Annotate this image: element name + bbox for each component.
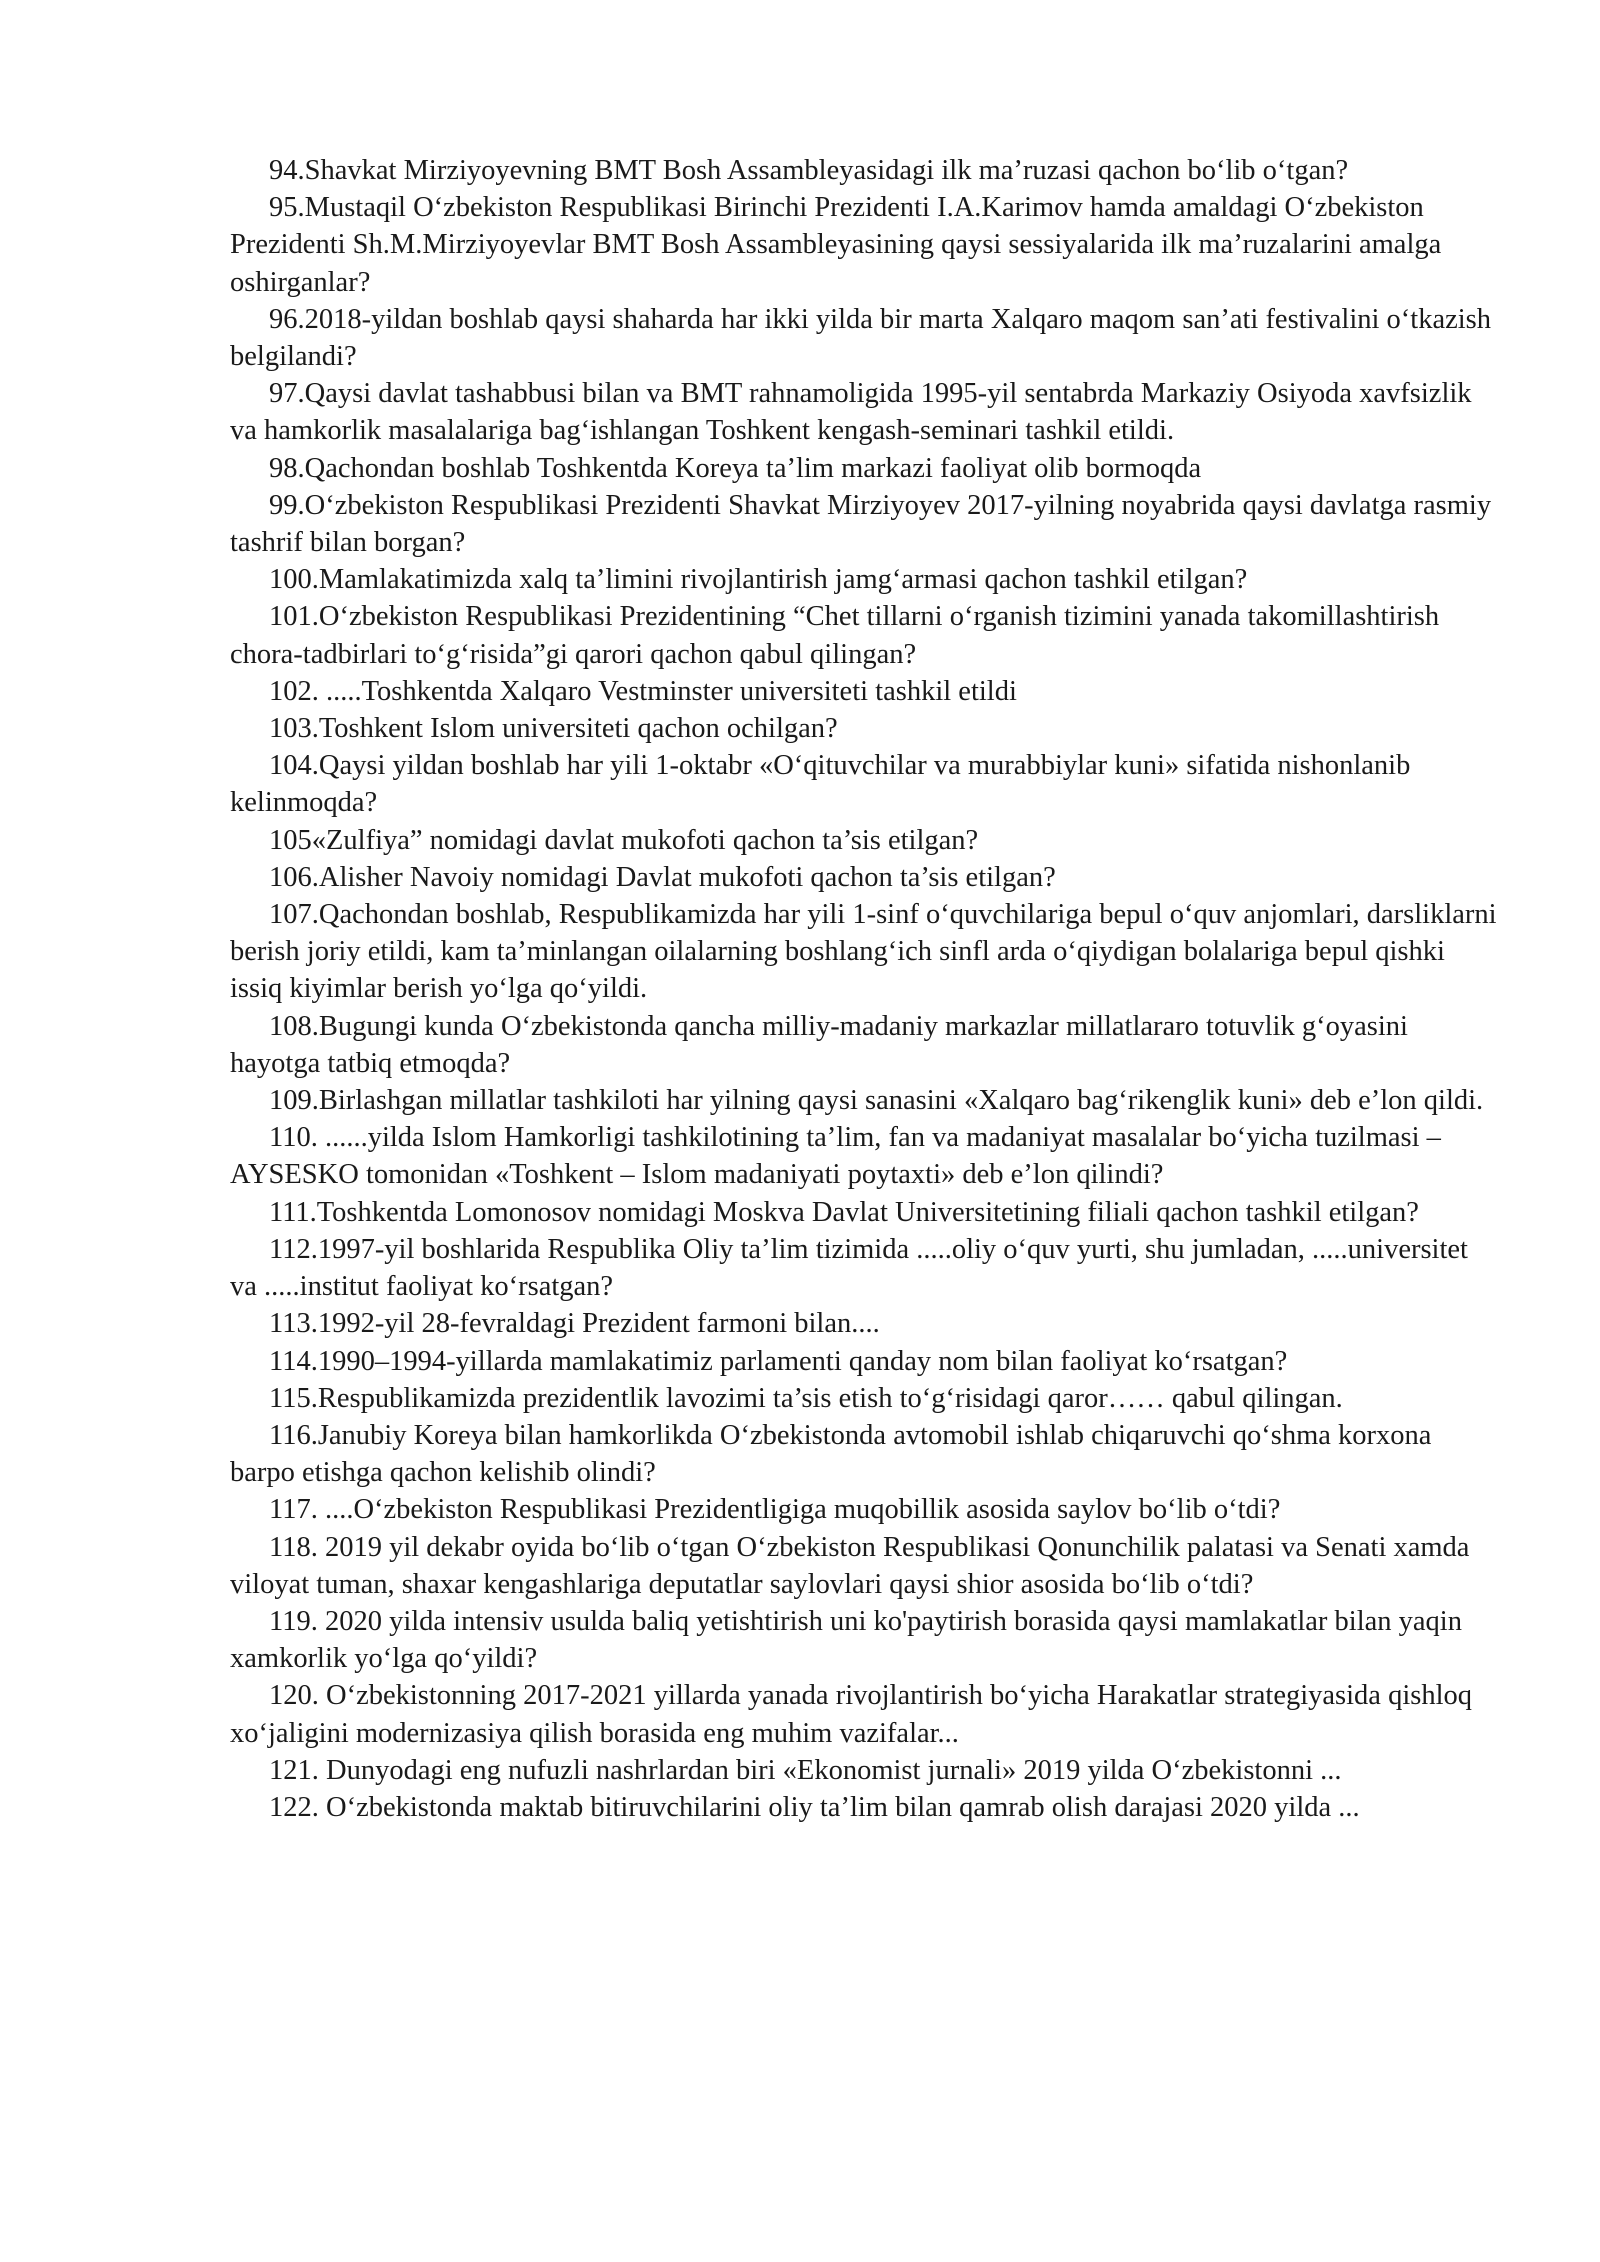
question-98: 98.Qachondan boshlab Toshkentda Koreya ta’lim markazi faoliyat olib bormoqda (269, 452, 1202, 484)
question-list (230, 152, 1500, 1826)
question-106: 106.Alisher Navoiy nomidagi Davlat mukofoti qachon ta’sis etilgan? (269, 861, 1056, 893)
question-117: 117. ....O‘zbekiston Respublikasi Prezidentligiga muqobillik asosida saylov bo‘lib o‘tdi? (269, 1494, 1281, 1526)
question-102: 102. .....Toshkentda Xalqaro Vestminster universiteti tashkil etildi (269, 675, 1017, 707)
question-97: 97.Qaysi davlat tashabbusi bilan va BMT rahnamoligida 1995-yil sentabrda Markaziy Osiyoda xavfsizlik va hamkorlik masalalariga bag‘ishlangan Toshkent kengash-seminari tashkil etildi. (230, 378, 1472, 447)
question-109: 109.Birlashgan millatlar tashkiloti har yilning qaysi sanasini «Xalqaro bag‘rikenglik kuni» deb e’lon qildi. (269, 1085, 1484, 1117)
question-115: 115.Respublikamizda prezidentlik lavozimi ta’sis etish to‘g‘risidagi qaror…… qabul qilingan. (269, 1382, 1343, 1414)
question-100: 100.Mamlakatimizda xalq ta’limini rivojlantirish jamg‘armasi qachon tashkil etilgan? (269, 564, 1248, 596)
question-94: 94.Shavkat Mirziyoyevning BMT Bosh Assambleyasidagi ilk ma’ruzasi qachon bo‘lib o‘tgan? (269, 155, 1349, 186)
question-107: 107.Qachondan boshlab, Respublikamizda har yili 1-sinf o‘quvchilariga bepul o‘quv anjomlari, darsliklarni berish joriy etildi, kam ta’minlangan oilalarning boshlang‘ich sinfl arda o‘qiydigan bolalariga bepul qishki issiq kiyimlar berish yo‘lga qo‘yildi. (230, 899, 1497, 1005)
question-103: 103.Toshkent Islom universiteti qachon ochilgan? (269, 713, 838, 745)
question-105: 105«Zulfiya” nomidagi davlat mukofoti qachon ta’sis etilgan? (269, 824, 979, 856)
question-121: 121. Dunyodagi eng nufuzli nashrlardan biri «Ekonomist jurnali» 2019 yilda O‘zbekistonni ... (269, 1754, 1342, 1786)
question-112: 112.1997-yil boshlarida Respublika Oliy ta’lim tizimida .....oliy o‘quv yurti, shu jumladan, .....universitet va .....institut faoliyat ko‘rsatgan? (230, 1233, 1468, 1303)
question-111: 111.Toshkentda Lomonosov nomidagi Moskva Davlat Universitetining filiali qachon tashkil etilgan? (269, 1196, 1419, 1228)
question-120: 120. O‘zbekistonning 2017-2021 yillarda yanada rivojlantirish bo‘yicha Harakatlar strategiyasida qishloq xo‘jaligini modernizasiya qilish borasida eng muhim vazifalar... (230, 1680, 1473, 1749)
question-108: 108.Bugungi kunda O‘zbekistonda qancha milliy-madaniy markazlar millatlararo totuvlik g‘oyasini hayotga tatbiq etmoqda? (230, 1010, 1408, 1079)
question-101: 101.O‘zbekiston Respublikasi Prezidentining “Chet tillarni o‘rganish tizimini yanada takomillashtirish chora-tadbirlari to‘g‘risida”gi qarori qachon qabul qilingan? (230, 601, 1440, 670)
question-95: 95.Mustaqil O‘zbekiston Respublikasi Birinchi Prezidenti I.A.Karimov hamda amaldagi O‘zbekiston Prezidenti Sh.M.Mirziyoyevlar BMT Bosh Assambleyasining qaysi sessiyalarida ilk ma’ruzalarini amalga oshirganlar? (230, 192, 1442, 298)
question-116: 116.Janubiy Koreya bilan hamkorlikda O‘zbekistonda avtomobil ishlab chiqaruvchi qo‘shma korxona barpo etishga qachon kelishib olindi? (230, 1419, 1432, 1489)
question-113: 113.1992-yil 28-fevraldagi Prezident farmoni bilan.... (269, 1308, 880, 1340)
question-114: 114.1990–1994-yillarda mamlakatimiz parlamenti qanday nom bilan faoliyat ko‘rsatgan? (269, 1345, 1288, 1377)
question-119: 119. 2020 yilda intensiv usulda baliq yetishtirish uni ko'paytirish borasida qaysi mamlakatlar bilan yaqin xamkorlik yo‘lga qo‘yildi? (230, 1605, 1462, 1675)
question-99: 99.O‘zbekiston Respublikasi Prezidenti Shavkat Mirziyoyev 2017-yilning noyabrida qaysi davlatga rasmiy tashrif bilan borgan? (230, 489, 1492, 559)
question-122: 122. O‘zbekistonda maktab bitiruvchilarini oliy ta’lim bilan qamrab olish darajasi 2020 yilda ... (269, 1791, 1360, 1823)
question-104: 104.Qaysi yildan boshlab har yili 1-oktabr «O‘qituvchilar va murabbiylar kuni» sifatida nishonlanib kelinmoqda? (230, 750, 1411, 819)
question-96: 96.2018-yildan boshlab qaysi shaharda har ikki yilda bir marta Xalqaro maqom san’ati festivalini o‘tkazish belgilandi? (230, 303, 1492, 373)
question-110: 110. ......yilda Islom Hamkorligi tashkilotining ta’lim, fan va madaniyat masalalar bo‘yicha tuzilmasi – AYSESKO tomonidan «Toshkent – Islom madaniyati poytaxti» deb e’lon qilindi? (230, 1122, 1441, 1191)
question-118: 118. 2019 yil dekabr oyida bo‘lib o‘tgan O‘zbekiston Respublikasi Qonunchilik palatasi va Senati xamda viloyat tuman, shaxar kengashlariga deputatlar saylovlari qaysi shior asosida bo‘lib o‘tdi? (230, 1531, 1470, 1600)
